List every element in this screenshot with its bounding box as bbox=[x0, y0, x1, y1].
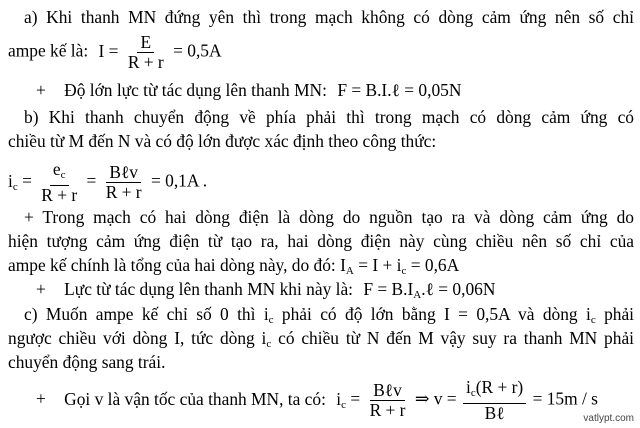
fraction-den: R + r bbox=[105, 182, 142, 202]
fraction-num: $e_c$ bbox=[50, 160, 69, 186]
para-sum-line2: hiện tượng cảm ứng điện từ tạo ra, hai dòng điện này cùng chiều nên số chỉ của bbox=[8, 231, 634, 251]
para-a-line1: a) Khi thanh MN đứng yên thì trong mạch không có dòng cảm ứng nên số chỉ bbox=[24, 7, 634, 27]
v-symbol: v = bbox=[433, 388, 457, 409]
equals-sign: = bbox=[350, 388, 361, 409]
current-result: = 0,5A bbox=[173, 40, 222, 61]
fraction-num: E bbox=[137, 33, 154, 53]
fraction-e-over-rr bbox=[125, 33, 167, 72]
para-c-line1: c) Muốn ampe kế chỉ số 0 thì $i_c$ phải có độ lớn bằng I = 0,5A và dòng $i_c$ phải bbox=[24, 304, 635, 326]
force-text: Độ lớn lực từ tác dụng lên thanh MN: bbox=[64, 80, 327, 100]
fraction-den: R + r bbox=[41, 185, 78, 205]
force-formula: F = B.I.ℓ = 0,05N bbox=[337, 80, 462, 100]
ic-symbol: $i_c$ bbox=[336, 388, 347, 411]
para-b-line1: b) Khi thanh chuyển động về phía phải thì trong mạch có dòng cảm ứng có bbox=[24, 107, 634, 127]
current-lhs: I = bbox=[98, 40, 119, 61]
fraction-den: Bℓ bbox=[484, 403, 505, 423]
ampe-label: ampe kế là: bbox=[8, 40, 89, 61]
fraction-blv bbox=[103, 163, 145, 202]
fraction-num: $i_c(R + r)$ bbox=[463, 378, 526, 404]
watermark: vatlypt.com bbox=[583, 413, 634, 424]
ic-symbol: $i_c$ bbox=[8, 170, 18, 193]
para-b-line2: chiều từ M đến N và có độ lớn được xác định theo công thức: bbox=[8, 131, 437, 151]
fraction-den: R + r bbox=[369, 400, 406, 420]
implies-arrow: ⇒ bbox=[414, 388, 430, 409]
velocity-text: Gọi v là vận tốc của thanh MN, ta có: bbox=[64, 388, 326, 409]
ic-result: = 0,1A . bbox=[150, 170, 208, 191]
fraction-blv bbox=[367, 381, 409, 420]
para-sum-line1: + Trong mạch có hai dòng điện là dòng do nguồn tạo ra và dòng cảm ứng do bbox=[24, 207, 634, 227]
equation-ic bbox=[8, 160, 634, 205]
para-a-line2 bbox=[8, 33, 634, 72]
plus-marker: + bbox=[36, 80, 46, 100]
para-c-line2: ngược chiều với dòng I, tức dòng $i_c$ có chiều từ N đến M vậy suy ra thanh MN phải bbox=[8, 328, 634, 350]
velocity-line bbox=[36, 378, 634, 423]
fraction-num: Bℓv bbox=[370, 381, 405, 401]
fraction-den: R + r bbox=[127, 52, 164, 72]
para-c-line3: chuyển động sang trái. bbox=[8, 352, 166, 372]
fraction-ec bbox=[38, 160, 80, 205]
fraction-v bbox=[463, 378, 526, 423]
force-formula: $F = B.I_A.\ell = 0,06N$ bbox=[363, 279, 496, 301]
velocity-result: = 15m / s bbox=[532, 388, 598, 409]
equals-sign: = bbox=[86, 170, 97, 191]
plus-marker: + bbox=[36, 279, 46, 299]
force-text: Lực từ tác dụng lên thanh MN khi này là: bbox=[64, 279, 353, 299]
force-line-b bbox=[36, 279, 634, 305]
force-line-a bbox=[36, 80, 634, 100]
fraction-num: Bℓv bbox=[106, 163, 141, 183]
equals-sign: = bbox=[22, 170, 32, 191]
plus-marker: + bbox=[36, 388, 46, 409]
para-sum-line3: ampe kế chính là tổng của hai dòng này, do đó: $I_A = I + i_c = 0,6A$ bbox=[8, 255, 460, 277]
